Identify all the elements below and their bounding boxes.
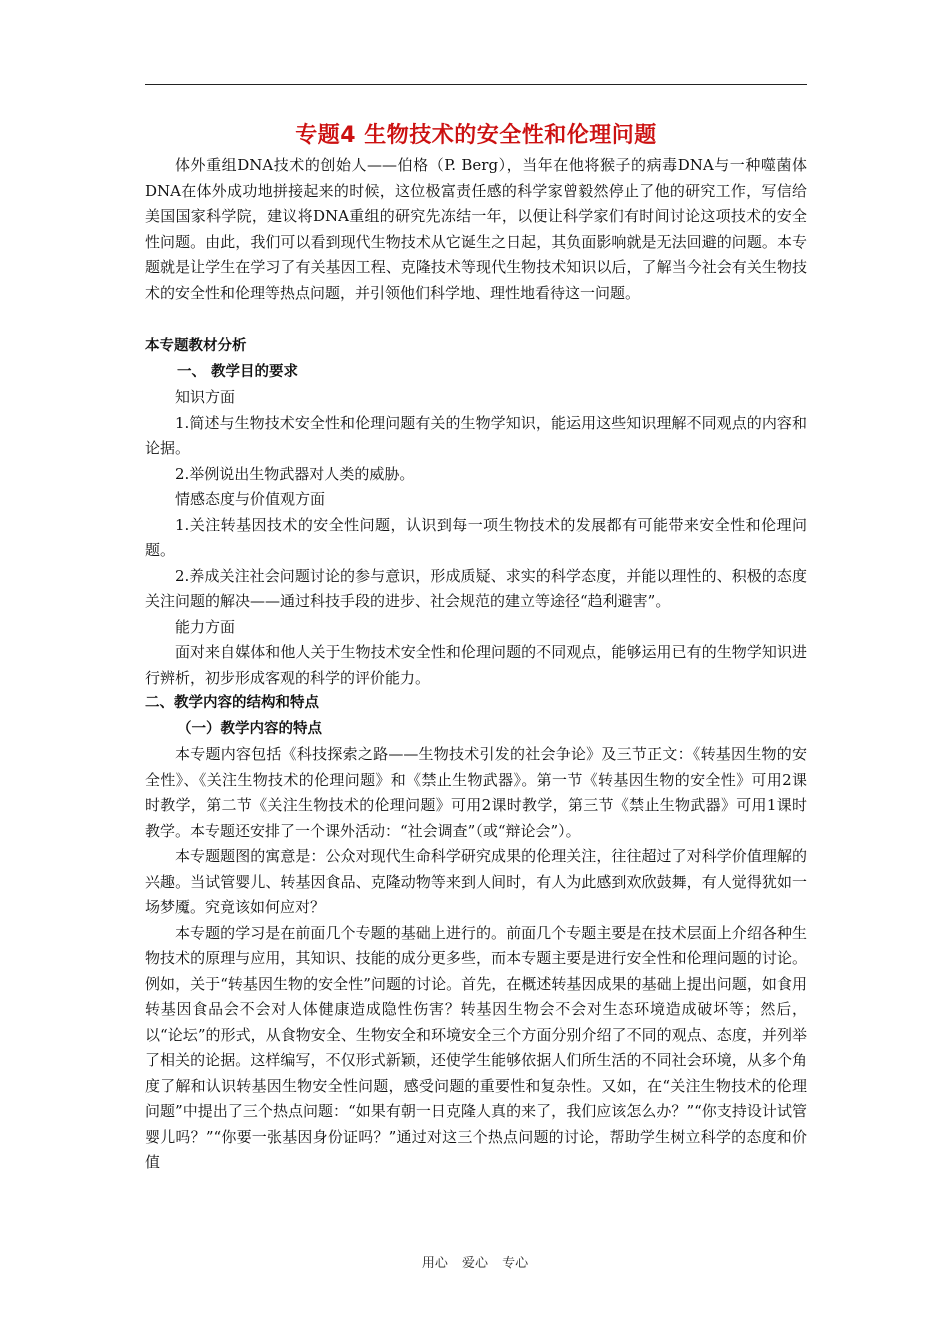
section2-paragraph-1: 本专题内容包括《科技探索之路——生物技术引发的社会争论》及三节正文：《转基因生物的安全性》、《关注生物技术的伦理问题》和《禁止生物武器》。第一节《转基因生物的安全性》可用2课时教学，第二节《关注生物技术的伦理问题》可用2课时教学，第三节《禁止生物武器》可用1课时教学。本专题还安排了一个课外活动：“社会调查”（或“辩论会”）。 <box>145 745 807 840</box>
attitude-label: 情感态度与价值观方面 <box>175 490 326 508</box>
section2-paragraph-2: 本专题题图的寓意是：公众对现代生命科学研究成果的伦理关注，往往超过了对科学价值理解的兴趣。当试管婴儿、转基因食品、克隆动物等来到人间时，有人为此感到欢欣鼓舞，有人觉得犹如一场梦魇。究竟该如何应对？ <box>145 847 807 916</box>
page-footer: 用心 爱心 专心 <box>421 1256 529 1271</box>
spacer <box>145 306 807 334</box>
intro-paragraph: 体外重组DNA技术的创始人——伯格（P. Berg），当年在他将猴子的病毒DNA与一种噬菌体DNA在体外成功地拼接起来的时候，这位极富责任感的科学家曾毅然停止了他的研究工作，写信给美国国家科学院，建议将DNA重组的研究先冻结一年，以便让科学家们有时间讨论这项技术的安全性问题。由此，我们可以看到现代生物技术从它诞生之日起，其负面影响就是无法回避的问题。本专题就是让学生在学习了有关基因工程、克隆技术等现代生物技术知识以后，了解当今社会有关生物技术的安全性和伦理等热点问题，并引领他们科学地、理性地看待这一问题。 <box>145 156 807 302</box>
ability-text: 面对来自媒体和他人关于生物技术安全性和伦理问题的不同观点，能够运用已有的生物学知识进行辨析，初步形成客观的科学的评价能力。 <box>145 643 807 687</box>
attitude-item-2: 2.养成关注社会问题讨论的参与意识，形成质疑、求实的科学态度，并能以理性的、积极的态度关注问题的解决——通过科技手段的进步、社会规范的建立等途径“趋利避害”。 <box>145 566 807 610</box>
page-title: 专题4 生物技术的安全性和伦理问题 <box>295 123 657 148</box>
section2-subheading: （一）教学内容的特点 <box>177 720 322 737</box>
section2-paragraph-3: 本专题的学习是在前面几个专题的基础上进行的。前面几个专题主要是在技术层面上介绍各种生物技术的原理与应用，其知识、技能的成分更多些，而本专题主要是进行安全性和伦理问题的讨论。例如，关于“转基因生物的安全性”问题的讨论。首先，在概述转基因成果的基础上提出问题，如食用转基因食品会不会对人体健康造成隐性伤害？转基因生物会不会对生态环境造成破坏等；然后，以“论坛”的形式，从食物安全、生物安全和环境安全三个方面分别介绍了不同的观点、态度，并列举了相关的论据。这样编写，不仅形式新颖，还使学生能够依据人们所生活的不同社会环境，从多个角度了解和认识转基因生物安全性问题，感受问题的重要性和复杂性。又如，在“关注生物技术的伦理问题”中提出了三个热点问题：“如果有朝一日克隆人真的来了，我们应该怎么办？”“你支持设计试管婴儿吗？”“你要一张基因身份证吗？”通过对这三个热点问题的讨论，帮助学生树立科学的态度和价值 <box>145 923 807 1171</box>
section2-heading: 二、教学内容的结构和特点 <box>145 695 319 711</box>
ability-label: 能力方面 <box>175 617 236 636</box>
section1-heading: 一、 教学目的要求 <box>177 363 299 380</box>
header-rule <box>145 84 807 85</box>
document-body <box>145 153 807 1176</box>
knowledge-label: 知识方面 <box>175 388 236 406</box>
section-analysis-heading: 本专题教材分析 <box>145 338 247 354</box>
knowledge-item-1: 1.简述与生物技术安全性和伦理问题有关的生物学知识，能运用这些知识理解不同观点的内容和论据。 <box>145 413 807 457</box>
attitude-item-1: 1.关注转基因技术的安全性问题，认识到每一项生物技术的发展都有可能带来安全性和伦理问题。 <box>145 515 807 559</box>
knowledge-item-2: 2.举例说出生物武器对人类的威胁。 <box>175 464 415 483</box>
